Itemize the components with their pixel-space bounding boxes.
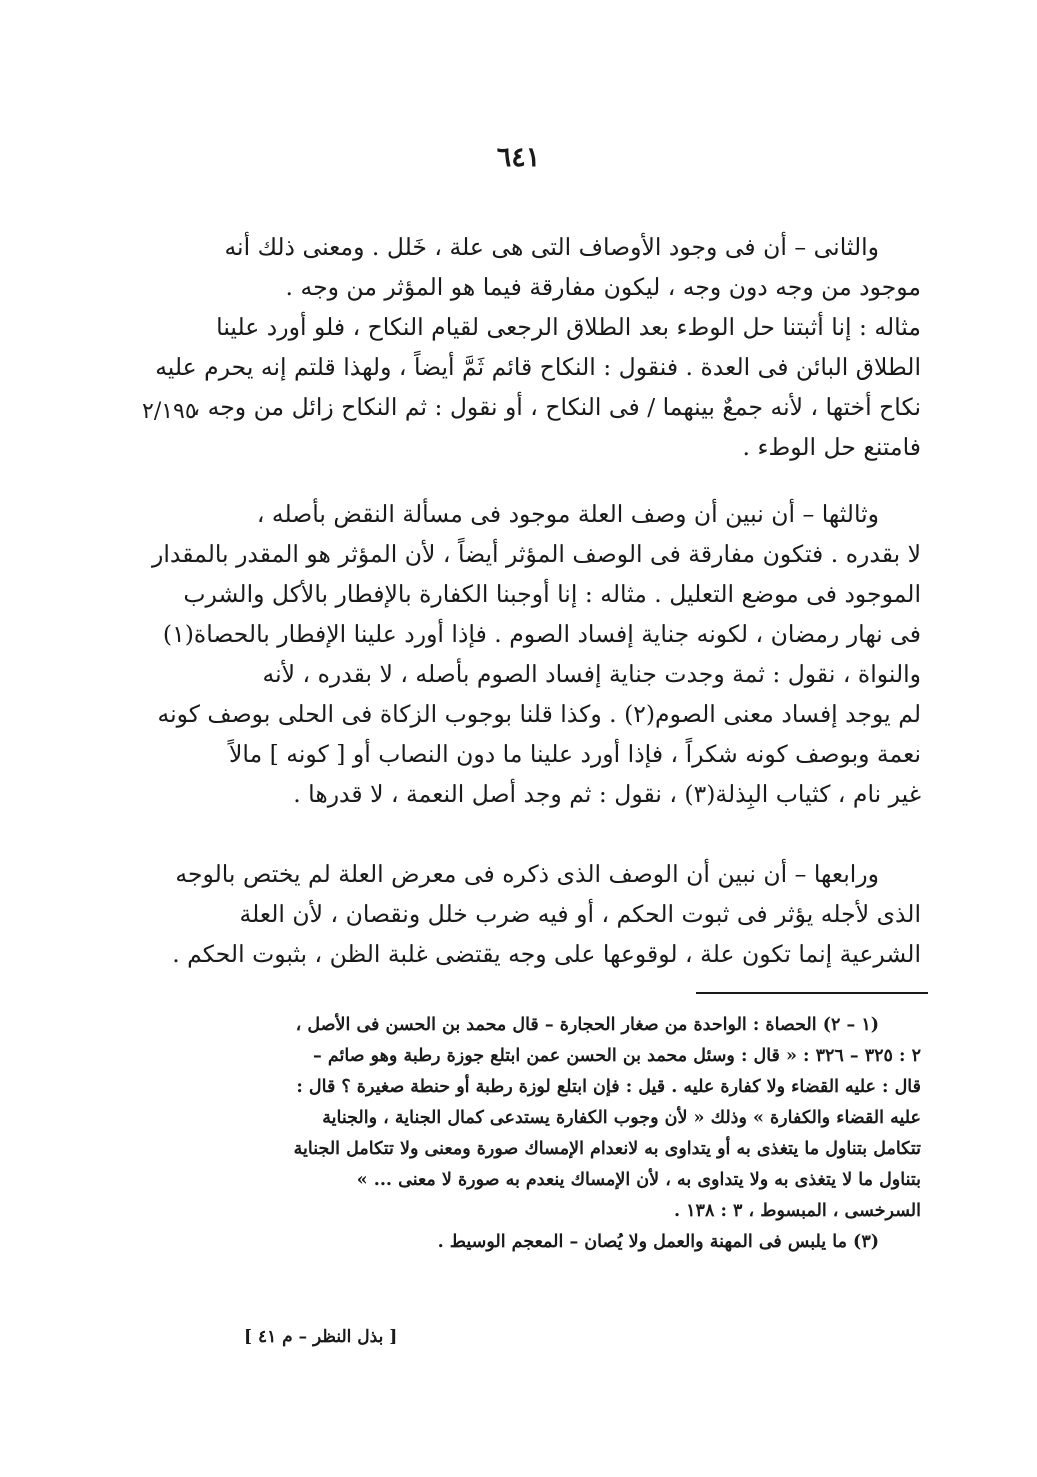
text-line: غير نام ، كثياب البِذلة(٣) ، نقول : ثم وجد أصل النعمة ، لا قدرها .: [293, 780, 921, 808]
page-number: ٦٤١: [496, 142, 541, 173]
text-line: فامتنع حل الوطء .: [742, 433, 921, 461]
footnote-line: السرخسى ، المبسوط ، ٣ : ١٣٨ .: [673, 1201, 921, 1221]
text-line: الشرعية إنما تكون علة ، لوقوعها على وجه يقتضى غلبة الظن ، بثبوت الحكم .: [172, 940, 921, 968]
text-line: والثانى – أن فى وجود الأوصاف التى هى علة ، خَلل . ومعنى ذلك أنه: [224, 233, 879, 261]
paragraph-3: [113, 854, 921, 974]
text-line: الموجود فى موضع التعليل . مثاله : إنا أوجبنا الكفارة بالإفطار بالأكل والشرب: [183, 580, 921, 608]
text-line: مثاله : إنا أثبتنا حل الوطء بعد الطلاق الرجعى لقيام النكاح ، فلو أورد علينا: [216, 313, 921, 341]
footnote-line: قال : عليه القضاء ولا كفارة عليه . قيل : فإن ابتلع لوزة رطبة أو حنطة صغيرة ؟ قال :: [296, 1077, 921, 1097]
footnote-line: تتكامل بتناول ما يتغذى به أو يتداوى به لانعدام الإمساك صورة ومعنى ولا تتكامل الجناية: [293, 1139, 921, 1159]
text-line: فى نهار رمضان ، لكونه جناية إفساد الصوم . فإذا أورد علينا الإفطار بالحصاة(١): [162, 620, 921, 648]
text-line: والنواة ، نقول : ثمة وجدت جناية إفساد الصوم بأصله ، لا بقدره ، لأنه: [262, 660, 921, 688]
footnote-line: بتناول ما لا يتغذى به ولا يتداوى به ، لأن الإمساك ينعدم به صورة لا معنى ... »: [356, 1170, 921, 1190]
text-line: نكاح أختها ، لأنه جمعٌ بينهما / فى النكاح ، أو نقول : ثم النكاح زائل من وجه ،: [192, 393, 921, 421]
footnote-line: (١ – ٢) الحصاة : الواحدة من صغار الحجارة – قال محمد بن الحسن فى الأصل ،: [295, 1015, 879, 1035]
footnote-line: عليه القضاء والكفارة » وذلك « لأن وجوب الكفارة يستدعى كمال الجناية ، والجناية: [322, 1108, 921, 1128]
text-line: موجود من وجه دون وجه ، ليكون مفارقة فيما هو المؤثر من وجه .: [285, 273, 921, 301]
footnotes: [113, 1010, 921, 1258]
footnote-divider: [696, 992, 928, 994]
text-line: نعمة وبوصف كونه شكراً ، فإذا أورد علينا ما دون النصاب أو [ كونه ] مالاً: [229, 740, 921, 768]
text-line: لم يوجد إفساد معنى الصوم(٢) . وكذا قلنا بوجوب الزكاة فى الحلى بوصف كونه: [157, 700, 921, 728]
signature-mark: [ بذل النظر – م ٤١ ]: [244, 1327, 398, 1347]
text-line: لا بقدره . فتكون مفارقة فى الوصف المؤثر أيضاً ، لأن المؤثر هو المقدر بالمقدار: [152, 540, 921, 568]
text-line: ورابعها – أن نبين أن الوصف الذى ذكره فى معرض العلة لم يختص بالوجه: [175, 860, 879, 888]
text-line: الطلاق البائن فى العدة . فنقول : النكاح قائم ثَمَّ أيضاً ، ولهذا قلتم إنه يحرم عليه: [155, 353, 921, 381]
text-line: وثالثها – أن نبين أن وصف العلة موجود فى مسألة النقض بأصله ،: [256, 500, 879, 528]
margin-page-reference: ٢/١٩٥: [142, 399, 197, 424]
footnote-line: (٣) ما يلبس فى المهنة والعمل ولا يُصان – المعجم الوسيط .: [437, 1232, 879, 1252]
paragraph-1: [113, 227, 921, 467]
text-line: الذى لأجله يؤثر فى ثبوت الحكم ، أو فيه ضرب خلل ونقصان ، لأن العلة: [239, 900, 921, 928]
paragraph-2: [113, 494, 921, 814]
footnote-line: ٢ : ٣٢٥ – ٣٢٦ : « قال : وسئل محمد بن الحسن عمن ابتلع جوزة رطبة وهو صائم –: [312, 1046, 921, 1066]
